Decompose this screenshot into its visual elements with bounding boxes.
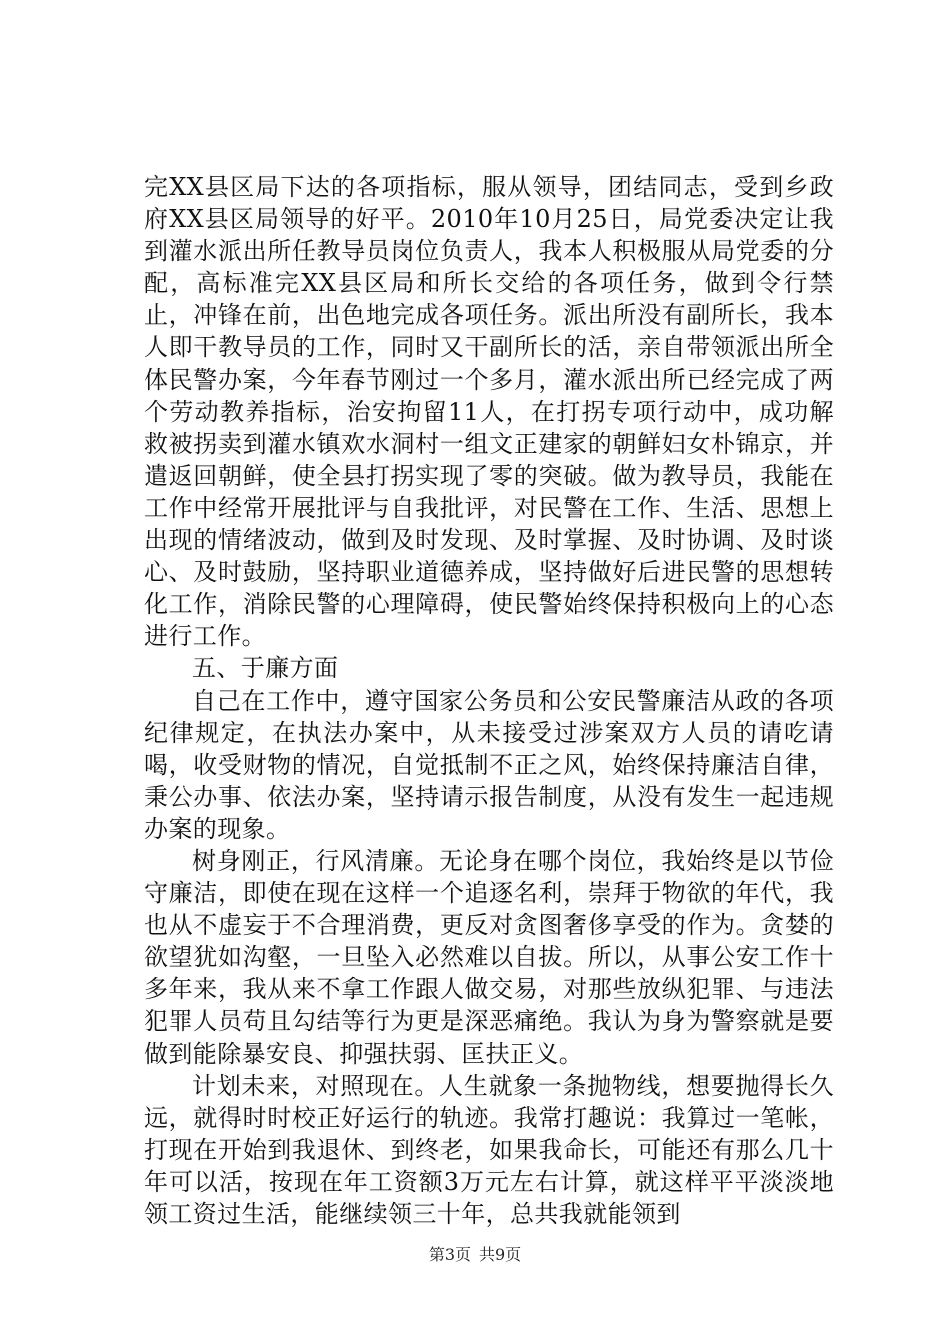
- paragraph: 计划未来，对照现在。人生就象一条抛物线，想要抛得长久远，就得时时校正好运行的轨迹。我常打趣说：我算过一笔帐，打现在开始到我退休、到终老，如果我命长，可能还有那么几十年可以活，按现在年工资额3万元左右计算，就这样平平淡淡地领工资过生活，能继续领三十年，总共我就能领到: [144, 1071, 834, 1228]
- paragraph: 完XX县区局下达的各项指标，服从领导，团结同志，受到乡政府XX县区局领导的好平。2010年10月25日，局党委决定让我到灌水派出所任教导员岗位负责人，我本人积极服从局党委的分配，高标准完XX县区局和所长交给的各项任务，做到令行禁止，冲锋在前，出色地完成各项任务。派出所没有副所长，我本人即干教导员的工作，同时又干副所长的活，亲自带领派出所全体民警办案，今年春节刚过一个多月，灌水派出所已经完成了两个劳动教养指标，治安拘留11人，在打拐专项行动中，成功解救被拐卖到灌水镇欢水洞村一组文正建家的朝鲜妇女朴锦京，并遣返回朝鲜，使全县打拐实现了零的突破。做为教导员，我能在工作中经常开展批评与自我批评，对民警在工作、生活、思想上出现的情绪波动，做到及时发现、及时掌握、及时协调、及时谈心、及时鼓励，坚持职业道德养成，坚持做好后进民警的思想转化工作，消除民警的心理障碍，使民警始终保持积极向上的心态进行工作。: [144, 173, 834, 651]
- page-footer: [0, 1242, 950, 1265]
- section-heading: 五、于廉方面: [192, 654, 339, 683]
- page-number: 第3页: [428, 1245, 471, 1264]
- page-total: 共9页: [479, 1245, 522, 1264]
- paragraph: 树身刚正，行风清廉。无论身在哪个岗位，我始终是以节俭守廉洁，即使在现在这样一个追逐名利，崇拜于物欲的年代，我也从不虚妄于不合理消费，更反对贪图奢侈享受的作为。贪婪的欲望犹如沟壑，一旦坠入必然难以自拔。所以，从事公安工作十多年来，我从来不拿工作跟人做交易，对那些放纵犯罪、与违法犯罪人员苟且勾结等行为更是深恶痛绝。我认为身为警察就是要做到能除暴安良、抑强扶弱、匡扶正义。: [144, 846, 834, 1068]
- paragraph: 自己在工作中，遵守国家公务员和公安民警廉洁从政的各项纪律规定，在执法办案中，从未接受过涉案双方人员的请吃请喝，收受财物的情况，自觉抵制不正之风，始终保持廉洁自律，秉公办事、依法办案，坚持请示报告制度，从没有发生一起违规办案的现象。: [144, 686, 834, 843]
- document-body: [144, 171, 834, 1230]
